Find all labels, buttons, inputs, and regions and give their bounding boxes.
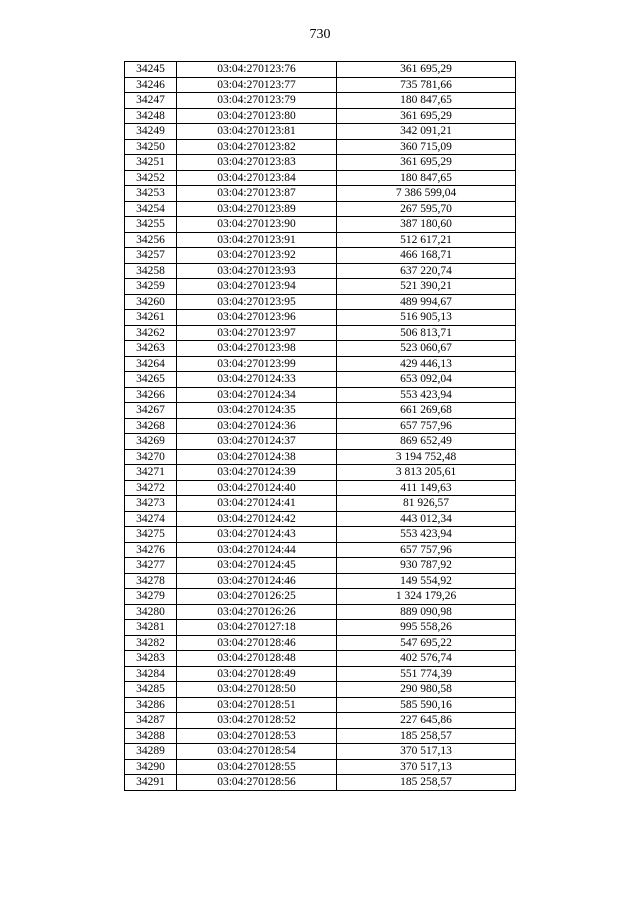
cadastral-number-cell: 03:04:270124:41 <box>177 496 337 512</box>
cadastral-number-cell: 03:04:270123:93 <box>177 263 337 279</box>
row-number-cell: 34277 <box>125 558 177 574</box>
cadastral-value-cell: 361 695,29 <box>337 62 516 78</box>
row-number-cell: 34245 <box>125 62 177 78</box>
table-row <box>125 124 516 140</box>
cadastral-number-cell: 03:04:270123:92 <box>177 248 337 264</box>
table-row <box>125 62 516 78</box>
table-row <box>125 604 516 620</box>
cadastral-value-cell: 180 847,65 <box>337 170 516 186</box>
cadastral-number-cell: 03:04:270123:90 <box>177 217 337 233</box>
table-row <box>125 635 516 651</box>
row-number-cell: 34287 <box>125 713 177 729</box>
cadastral-value-cell: 185 258,57 <box>337 775 516 791</box>
table-row <box>125 542 516 558</box>
cadastral-number-cell: 03:04:270123:76 <box>177 62 337 78</box>
cadastral-number-cell: 03:04:270123:91 <box>177 232 337 248</box>
cadastral-number-cell: 03:04:270124:46 <box>177 573 337 589</box>
cadastral-number-cell: 03:04:270128:50 <box>177 682 337 698</box>
cadastral-number-cell: 03:04:270123:95 <box>177 294 337 310</box>
row-number-cell: 34259 <box>125 279 177 295</box>
row-number-cell: 34267 <box>125 403 177 419</box>
cadastral-number-cell: 03:04:270128:48 <box>177 651 337 667</box>
table-row <box>125 666 516 682</box>
row-number-cell: 34273 <box>125 496 177 512</box>
row-number-cell: 34258 <box>125 263 177 279</box>
cadastral-value-cell: 370 517,13 <box>337 759 516 775</box>
cadastral-number-cell: 03:04:270124:42 <box>177 511 337 527</box>
cadastral-number-cell: 03:04:270123:79 <box>177 93 337 109</box>
cadastral-value-cell: 657 757,96 <box>337 542 516 558</box>
row-number-cell: 34278 <box>125 573 177 589</box>
table-row <box>125 372 516 388</box>
cadastral-number-cell: 03:04:270124:40 <box>177 480 337 496</box>
cadastral-number-cell: 03:04:270123:84 <box>177 170 337 186</box>
cadastral-number-cell: 03:04:270123:80 <box>177 108 337 124</box>
cadastral-value-cell: 995 558,26 <box>337 620 516 636</box>
row-number-cell: 34250 <box>125 139 177 155</box>
row-number-cell: 34257 <box>125 248 177 264</box>
row-number-cell: 34272 <box>125 480 177 496</box>
cadastral-value-cell: 429 446,13 <box>337 356 516 372</box>
row-number-cell: 34288 <box>125 728 177 744</box>
row-number-cell: 34268 <box>125 418 177 434</box>
cadastral-number-cell: 03:04:270126:25 <box>177 589 337 605</box>
row-number-cell: 34254 <box>125 201 177 217</box>
row-number-cell: 34255 <box>125 217 177 233</box>
table-row <box>125 310 516 326</box>
table-row <box>125 232 516 248</box>
table-row <box>125 775 516 791</box>
cadastral-number-cell: 03:04:270128:54 <box>177 744 337 760</box>
cadastral-value-cell: 361 695,29 <box>337 108 516 124</box>
row-number-cell: 34269 <box>125 434 177 450</box>
cadastral-number-cell: 03:04:270126:26 <box>177 604 337 620</box>
table-row <box>125 294 516 310</box>
table-row <box>125 155 516 171</box>
row-number-cell: 34266 <box>125 387 177 403</box>
cadastral-value-cell: 637 220,74 <box>337 263 516 279</box>
cadastral-value-cell: 443 012,34 <box>337 511 516 527</box>
row-number-cell: 34247 <box>125 93 177 109</box>
cadastral-number-cell: 03:04:270128:55 <box>177 759 337 775</box>
row-number-cell: 34285 <box>125 682 177 698</box>
cadastral-value-cell: 3 813 205,61 <box>337 465 516 481</box>
row-number-cell: 34263 <box>125 341 177 357</box>
cadastral-number-cell: 03:04:270124:44 <box>177 542 337 558</box>
table-row <box>125 558 516 574</box>
cadastral-number-cell: 03:04:270124:43 <box>177 527 337 543</box>
cadastral-value-cell: 227 645,86 <box>337 713 516 729</box>
cadastral-value-cell: 869 652,49 <box>337 434 516 450</box>
row-number-cell: 34256 <box>125 232 177 248</box>
table-row <box>125 744 516 760</box>
cadastral-value-cell: 180 847,65 <box>337 93 516 109</box>
table-row <box>125 139 516 155</box>
cadastral-value-cell: 361 695,29 <box>337 155 516 171</box>
table-row <box>125 496 516 512</box>
row-number-cell: 34271 <box>125 465 177 481</box>
cadastral-number-cell: 03:04:270123:81 <box>177 124 337 140</box>
row-number-cell: 34251 <box>125 155 177 171</box>
cadastral-value-cell: 551 774,39 <box>337 666 516 682</box>
row-number-cell: 34283 <box>125 651 177 667</box>
cadastral-number-cell: 03:04:270123:82 <box>177 139 337 155</box>
table-row <box>125 728 516 744</box>
table-row <box>125 341 516 357</box>
cadastral-number-cell: 03:04:270124:36 <box>177 418 337 434</box>
table-row <box>125 387 516 403</box>
cadastral-number-cell: 03:04:270123:89 <box>177 201 337 217</box>
table-row <box>125 279 516 295</box>
cadastral-value-cell: 657 757,96 <box>337 418 516 434</box>
table-row <box>125 759 516 775</box>
row-number-cell: 34281 <box>125 620 177 636</box>
table-row <box>125 325 516 341</box>
table-row <box>125 170 516 186</box>
cadastral-value-cell: 516 905,13 <box>337 310 516 326</box>
row-number-cell: 34252 <box>125 170 177 186</box>
row-number-cell: 34289 <box>125 744 177 760</box>
cadastral-value-cell: 402 576,74 <box>337 651 516 667</box>
row-number-cell: 34274 <box>125 511 177 527</box>
cadastral-value-cell: 735 781,66 <box>337 77 516 93</box>
cadastral-number-cell: 03:04:270123:99 <box>177 356 337 372</box>
cadastral-number-cell: 03:04:270124:33 <box>177 372 337 388</box>
row-number-cell: 34262 <box>125 325 177 341</box>
cadastral-value-cell: 930 787,92 <box>337 558 516 574</box>
table-row <box>125 403 516 419</box>
table-row <box>125 93 516 109</box>
cadastral-value-cell: 149 554,92 <box>337 573 516 589</box>
row-number-cell: 34284 <box>125 666 177 682</box>
cadastral-value-table <box>124 61 516 791</box>
cadastral-value-cell: 411 149,63 <box>337 480 516 496</box>
row-number-cell: 34279 <box>125 589 177 605</box>
table-row <box>125 449 516 465</box>
row-number-cell: 34280 <box>125 604 177 620</box>
cadastral-value-cell: 360 715,09 <box>337 139 516 155</box>
table-row <box>125 465 516 481</box>
table-row <box>125 682 516 698</box>
row-number-cell: 34270 <box>125 449 177 465</box>
row-number-cell: 34265 <box>125 372 177 388</box>
cadastral-number-cell: 03:04:270124:37 <box>177 434 337 450</box>
cadastral-value-cell: 547 695,22 <box>337 635 516 651</box>
row-number-cell: 34249 <box>125 124 177 140</box>
row-number-cell: 34290 <box>125 759 177 775</box>
row-number-cell: 34275 <box>125 527 177 543</box>
table-row <box>125 480 516 496</box>
table-row <box>125 697 516 713</box>
cadastral-number-cell: 03:04:270128:46 <box>177 635 337 651</box>
table-row <box>125 201 516 217</box>
cadastral-number-cell: 03:04:270123:77 <box>177 77 337 93</box>
cadastral-value-cell: 1 324 179,26 <box>337 589 516 605</box>
cadastral-value-cell: 387 180,60 <box>337 217 516 233</box>
table-row <box>125 108 516 124</box>
cadastral-value-cell: 585 590,16 <box>337 697 516 713</box>
table-row <box>125 186 516 202</box>
table-row <box>125 418 516 434</box>
cadastral-number-cell: 03:04:270128:51 <box>177 697 337 713</box>
cadastral-value-cell: 506 813,71 <box>337 325 516 341</box>
row-number-cell: 34248 <box>125 108 177 124</box>
row-number-cell: 34276 <box>125 542 177 558</box>
cadastral-value-cell: 466 168,71 <box>337 248 516 264</box>
cadastral-value-cell: 889 090,98 <box>337 604 516 620</box>
cadastral-value-cell: 267 595,70 <box>337 201 516 217</box>
table-row <box>125 527 516 543</box>
cadastral-number-cell: 03:04:270128:56 <box>177 775 337 791</box>
cadastral-number-cell: 03:04:270123:87 <box>177 186 337 202</box>
cadastral-value-cell: 81 926,57 <box>337 496 516 512</box>
table-row <box>125 589 516 605</box>
cadastral-value-cell: 290 980,58 <box>337 682 516 698</box>
table-row <box>125 77 516 93</box>
row-number-cell: 34282 <box>125 635 177 651</box>
table-row <box>125 713 516 729</box>
cadastral-number-cell: 03:04:270123:97 <box>177 325 337 341</box>
table-row <box>125 573 516 589</box>
row-number-cell: 34253 <box>125 186 177 202</box>
cadastral-number-cell: 03:04:270123:96 <box>177 310 337 326</box>
cadastral-value-cell: 7 386 599,04 <box>337 186 516 202</box>
table-row <box>125 511 516 527</box>
cadastral-value-cell: 553 423,94 <box>337 527 516 543</box>
table-row <box>125 217 516 233</box>
table-row <box>125 434 516 450</box>
cadastral-number-cell: 03:04:270123:98 <box>177 341 337 357</box>
cadastral-value-cell: 653 092,04 <box>337 372 516 388</box>
cadastral-value-cell: 661 269,68 <box>337 403 516 419</box>
row-number-cell: 34264 <box>125 356 177 372</box>
cadastral-number-cell: 03:04:270127:18 <box>177 620 337 636</box>
cadastral-number-cell: 03:04:270128:53 <box>177 728 337 744</box>
cadastral-number-cell: 03:04:270124:35 <box>177 403 337 419</box>
cadastral-value-cell: 521 390,21 <box>337 279 516 295</box>
cadastral-number-cell: 03:04:270123:94 <box>177 279 337 295</box>
cadastral-number-cell: 03:04:270128:52 <box>177 713 337 729</box>
row-number-cell: 34261 <box>125 310 177 326</box>
cadastral-value-cell: 523 060,67 <box>337 341 516 357</box>
cadastral-number-cell: 03:04:270128:49 <box>177 666 337 682</box>
table-row <box>125 263 516 279</box>
table-row <box>125 248 516 264</box>
cadastral-number-cell: 03:04:270124:38 <box>177 449 337 465</box>
cadastral-number-cell: 03:04:270124:39 <box>177 465 337 481</box>
table-row <box>125 620 516 636</box>
cadastral-value-cell: 342 091,21 <box>337 124 516 140</box>
cadastral-value-cell: 185 258,57 <box>337 728 516 744</box>
cadastral-value-cell: 370 517,13 <box>337 744 516 760</box>
cadastral-value-cell: 489 994,67 <box>337 294 516 310</box>
cadastral-number-cell: 03:04:270124:45 <box>177 558 337 574</box>
cadastral-value-cell: 3 194 752,48 <box>337 449 516 465</box>
table-row <box>125 356 516 372</box>
cadastral-value-cell: 553 423,94 <box>337 387 516 403</box>
table-body <box>125 62 516 791</box>
row-number-cell: 34246 <box>125 77 177 93</box>
cadastral-number-cell: 03:04:270123:83 <box>177 155 337 171</box>
table-row <box>125 651 516 667</box>
row-number-cell: 34260 <box>125 294 177 310</box>
row-number-cell: 34291 <box>125 775 177 791</box>
row-number-cell: 34286 <box>125 697 177 713</box>
page-number: 730 <box>309 27 331 42</box>
cadastral-number-cell: 03:04:270124:34 <box>177 387 337 403</box>
cadastral-value-cell: 512 617,21 <box>337 232 516 248</box>
